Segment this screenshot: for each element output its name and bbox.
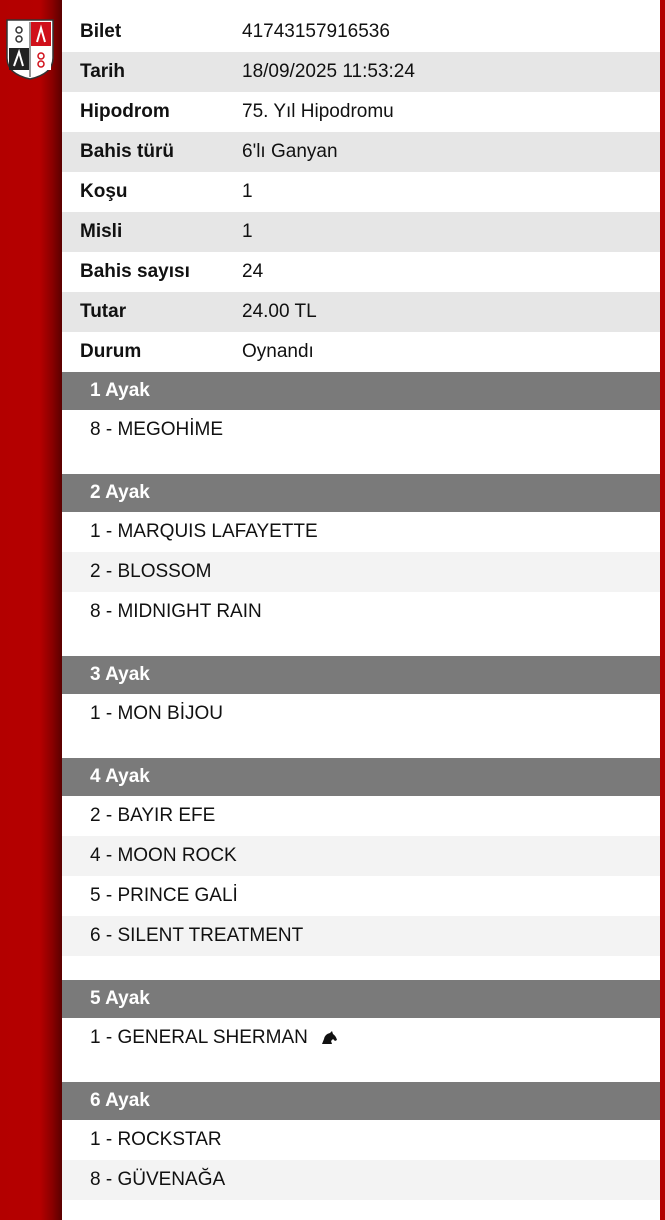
horse-name: 2 - BAYIR EFE: [90, 805, 216, 826]
horse-row: [62, 796, 660, 836]
horse-name: 6 - SILENT TREATMENT: [90, 925, 304, 946]
info-value: 6'lı Ganyan: [242, 141, 338, 162]
info-row: [62, 92, 660, 132]
info-label: Durum: [80, 341, 142, 362]
ayak-spacer: [62, 450, 660, 474]
info-label: Hipodrom: [80, 101, 170, 122]
info-row: [62, 332, 660, 372]
ayak-list: [62, 372, 660, 1200]
ayak-spacer: [62, 734, 660, 758]
info-row: [62, 292, 660, 332]
ayak-header: 2 Ayak: [62, 474, 660, 512]
horse-row: [62, 512, 660, 552]
info-label: Bahis türü: [80, 141, 174, 162]
horse-name: 5 - PRINCE GALİ: [90, 885, 238, 906]
ayak-header: 4 Ayak: [62, 758, 660, 796]
info-value: 75. Yıl Hipodromu: [242, 101, 394, 122]
horse-name: 8 - MIDNIGHT RAIN: [90, 601, 262, 622]
info-row: [62, 52, 660, 92]
horse-row: [62, 410, 660, 450]
ayak-header: 5 Ayak: [62, 980, 660, 1018]
info-value: 41743157916536: [242, 21, 390, 42]
info-label: Bilet: [80, 21, 122, 42]
horse-row: [62, 836, 660, 876]
info-value: 24.00 TL: [242, 301, 317, 322]
ayak-header: 1 Ayak: [62, 372, 660, 410]
info-value: 24: [242, 261, 264, 282]
ticket-info-table: [62, 12, 660, 372]
horse-row: [62, 1120, 660, 1160]
club-logo-icon: [5, 18, 55, 80]
horse-row: [62, 1018, 660, 1058]
info-value: 1: [242, 181, 253, 202]
right-edge-bar: [660, 0, 665, 1220]
horse-row: [62, 694, 660, 734]
ayak-spacer: [62, 632, 660, 656]
horse-row: [62, 592, 660, 632]
ayak-spacer: [62, 956, 660, 980]
ayak-spacer: [62, 1058, 660, 1082]
info-label: Bahis sayısı: [80, 261, 190, 282]
info-label: Misli: [80, 221, 123, 242]
info-value: 1: [242, 221, 253, 242]
info-row: [62, 252, 660, 292]
info-row: [62, 132, 660, 172]
ticket-detail: [62, 12, 660, 1200]
info-row: [62, 212, 660, 252]
horse-name: 8 - GÜVENAĞA: [90, 1169, 226, 1190]
sidebar: [0, 0, 62, 1220]
info-row: [62, 172, 660, 212]
horse-row: [62, 552, 660, 592]
horse-row: [62, 1160, 660, 1200]
ayak-header: 6 Ayak: [62, 1082, 660, 1120]
horse-name: 8 - MEGOHİME: [90, 419, 224, 440]
ayak-header: 3 Ayak: [62, 656, 660, 694]
info-value: Oynandı: [242, 341, 314, 362]
info-label: Koşu: [80, 181, 128, 202]
horse-row: [62, 916, 660, 956]
horse-name: 4 - MOON ROCK: [90, 845, 237, 866]
info-label: Tutar: [80, 301, 127, 322]
horse-row: [62, 876, 660, 916]
horse-name: 1 - GENERAL SHERMAN: [90, 1027, 308, 1048]
info-value: 18/09/2025 11:53:24: [242, 61, 415, 82]
info-label: Tarih: [80, 61, 126, 82]
horse-name: 1 - MARQUIS LAFAYETTE: [90, 521, 318, 542]
horse-name: 1 - MON BİJOU: [90, 703, 224, 724]
horse-head-icon: [320, 1031, 338, 1045]
horse-name: 1 - ROCKSTAR: [90, 1129, 222, 1150]
horse-name: 2 - BLOSSOM: [90, 561, 212, 582]
info-row: [62, 12, 660, 52]
